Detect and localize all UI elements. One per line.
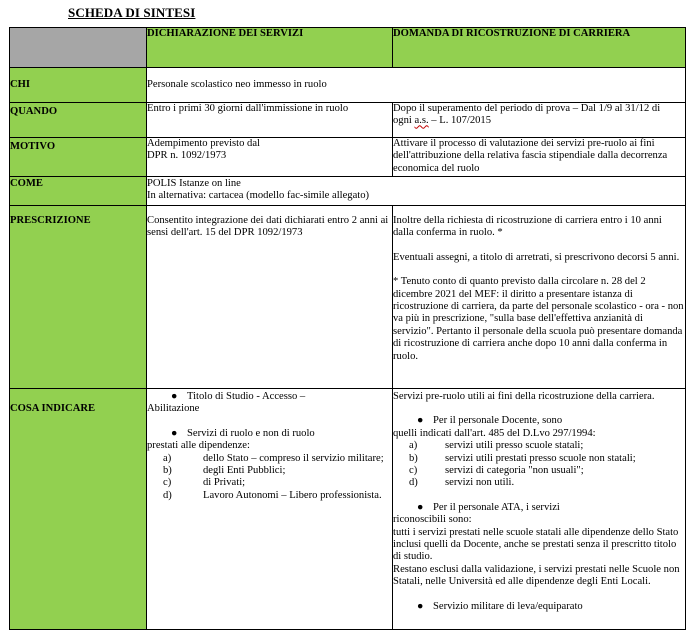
chi-value: Personale scolastico neo immesso in ruolo [147,79,327,90]
row-cosa-indicare [10,389,686,630]
bullet-icon: ● [171,427,178,439]
prescrizione-paragraph-2: Eventuali assegni, a titolo di arretrati, si prescrivono decorsi 5 anni. [393,251,680,263]
bullet-icon: ● [171,391,178,402]
bullet-ata-text: Per il personale ATA, i servizi [433,501,560,513]
list-item-letter: b) [409,452,418,464]
table-header-row [10,28,686,68]
prescrizione-dichiarazione: Consentito integrazione dei dati dichiarati entro 2 anni ai sensi dell'art. 15 del DPR 1092/1973 [147,206,393,389]
bullet-icon: ● [417,415,424,427]
bullet-militare [393,601,685,613]
prescrizione-paragraph-1: Inoltre della richiesta di ricostruzione di carriera entro i 10 anni dalla conferma in ruolo. * [393,215,662,239]
motivo-ricostruzione: Attivare il processo di valutazione dei servizi pre-ruolo ai fini dell'attribuzione della relativa fascia stipendiale dalla decorrenza economica del ruolo [393,138,686,177]
bullet-titolo-text: Titolo di Studio - Accesso – [187,391,306,402]
header-corner-cell [10,28,147,68]
bullet-titolo-studio [147,391,392,403]
come-text [147,177,686,206]
header-dichiarazione: DICHIARAZIONE DEI SERVIZI [147,28,393,68]
list-item [409,453,685,465]
quando-ricostruzione [393,103,686,138]
docente-servizi-list [393,440,685,490]
list-item-text: di Privati; [203,477,246,489]
list-item-text: servizi non utili. [445,477,515,489]
list-item-letter: a) [163,452,172,464]
bullet-titolo-continuation: Abilitazione [147,403,200,415]
row-motivo [10,138,686,177]
document-title: SCHEDA DI SINTESI [68,5,196,20]
row-come [10,177,686,206]
quando-dichiarazione: Entro i primi 30 giorni dall'immissione in ruolo [147,103,393,138]
bullet-servizi-text: Servizi di ruolo e non di ruolo [187,427,315,439]
cosa-intro [393,391,685,403]
list-item-letter: b) [163,465,172,477]
list-item-text: servizi utili prestati presso scuole non statali; [445,452,636,464]
ata-exclusions: Restano esclusi dalla validazione, i servizi prestati nelle Scuole non Statali, nelle Università ed alle dipendenze degli Enti Locali. [393,563,680,588]
list-item-text: Lavoro Autonomi – Libero professionista. [203,489,382,501]
bullet-docente [393,415,685,427]
list-item-text: degli Enti Pubblici; [203,465,286,477]
bullet-docente-text: Per il personale Docente, sono [433,415,563,427]
list-item [409,465,685,477]
list-item [163,465,392,477]
come-line-1: POLIS Istanze on line [147,178,241,189]
label-motivo: MOTIVO [10,138,147,177]
chi-text [147,68,686,103]
row-chi [10,68,686,103]
list-item-letter: d) [409,477,418,489]
list-item-letter: d) [163,489,172,501]
bullet-ata [393,502,685,514]
row-prescrizione [10,206,686,389]
summary-table [9,27,686,630]
list-item [409,440,685,452]
bullet-servizi-continuation: prestati alle dipendenze: [147,440,250,452]
list-item-letter: c) [409,465,418,477]
list-item-text: dello Stato – compreso il servizio militare; [203,452,384,464]
list-item [409,477,685,489]
motivo-line-1: Adempimento previsto dal [147,138,260,149]
prescrizione-ricostruzione [393,206,686,389]
label-prescrizione: PRESCRIZIONE [10,206,147,389]
bullet-icon: ● [417,600,424,612]
label-chi: CHI [10,68,147,103]
ata-continuation: riconoscibili sono: [393,514,472,526]
list-item-letter: a) [409,440,418,452]
label-cosa-indicare: COSA INDICARE [10,389,147,630]
come-line-2: In alternativa: cartacea (modello fac-simile allegato) [147,190,370,202]
list-item [163,477,392,489]
quando-text-b: ogni [393,115,412,127]
bullet-servizi [147,428,392,440]
list-item-text: servizi utili presso scuole statali; [445,440,584,452]
label-come: COME [10,177,147,206]
docente-continuation: quelli indicati dall'art. 485 del D.Lvo 297/1994: [393,427,596,439]
list-item-letter: c) [163,477,172,489]
label-quando: QUANDO [10,103,147,138]
quando-text-a: Dopo il superamento del periodo di prova – Dal 1/9 al 31/12 di [393,103,661,114]
list-item-text: servizi di categoria "non usuali"; [445,465,584,477]
motivo-dichiarazione [147,138,393,177]
quando-text-d: – L. 107/2015 [431,115,492,127]
header-ricostruzione: DOMANDA DI RICOSTRUZIONE DI CARRIERA [393,28,686,68]
cosa-intro-text: Servizi pre-ruolo utili ai fini della ricostruzione della carriera. [393,391,655,402]
bullet-icon: ● [417,501,424,513]
motivo-line-2: DPR n. 1092/1973 [147,150,227,162]
servizi-list [147,453,392,503]
prescrizione-paragraph-3: * Tenuto conto di quanto previsto dalla circolare n. 28 del 2 dicembre 2021 del MEF: il diritto a presentare istanza di ricostruzione di carriera, da parte del personale scolastico - ora - non va più in prescrizione, "sulla base dell'effettiva anzianità di servizio". Pertanto il personale della scuola può presentare domanda di ricostruzione di carriera anche dopo 10 anni dalla conferma in ruolo. [393,276,684,362]
ata-description: tutti i servizi prestati nelle scuole statali alle dipendenze dello Stato inclusi quelli da Docente, anche se prestati senza il prescritto titolo di studio. [393,526,679,563]
row-quando [10,103,686,138]
cosa-dichiarazione [147,389,393,630]
quando-anno-scolastico: a.s. [414,115,429,127]
cosa-ricostruzione [393,389,686,630]
list-item [163,490,392,502]
list-item [163,453,392,465]
bullet-militare-text: Servizio militare di leva/equiparato [433,600,583,612]
